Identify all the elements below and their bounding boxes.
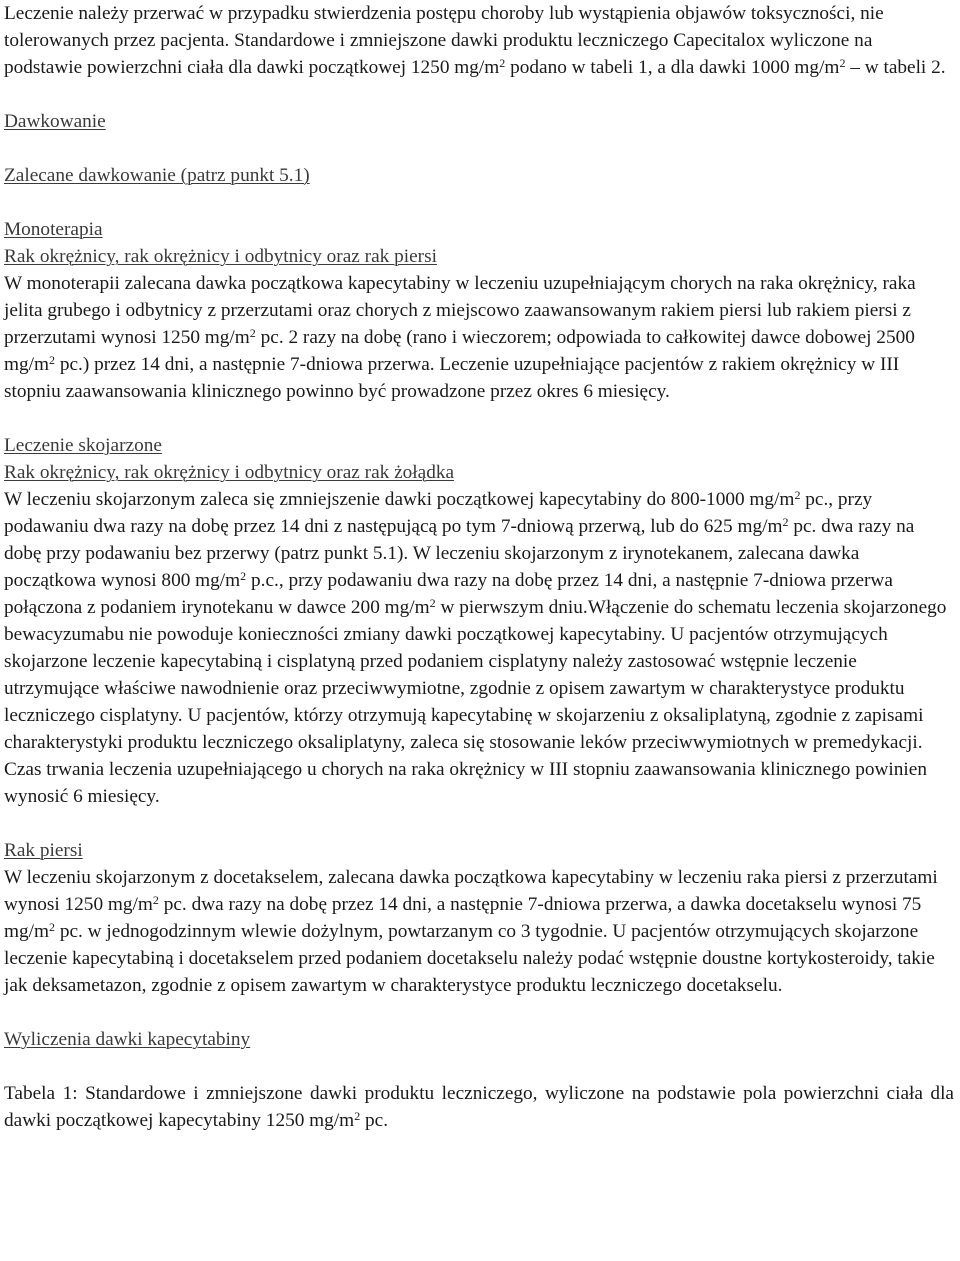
skojarzone-text-1: W leczeniu skojarzonym zaleca się zmniejszenie dawki początkowej kapecytabiny do 800-1000 mg/m: [4, 489, 795, 510]
skojarzone-paragraph: [4, 486, 954, 810]
monoterapia-paragraph: [4, 270, 954, 405]
monoterapia-superscript-2: 2: [49, 353, 55, 367]
tabela-caption-text-2: pc.: [360, 1110, 389, 1131]
intro-paragraph: [4, 0, 954, 81]
intro-superscript-1: 2: [499, 56, 506, 70]
monoterapia-heading: Monoterapia: [4, 219, 103, 240]
skojarzone-superscript-1: 2: [794, 488, 801, 502]
spacer: [4, 81, 954, 108]
intro-text-3: – w tabeli 2.: [845, 57, 946, 78]
rak-piersi-text-3: pc. w jednogodzinnym wlewie dożylnym, powtarzanym co 3 tygodnie. U pacjentów otrzymujących skojarzone leczenie kapecytabiną i docetakselem przed podaniem docetakselu należy podać wstępnie doustne kortykosteroidy, takie jak deksametazon, zgodnie z opisem zawartym w charakterystyce produktu leczniczego docetakselu.: [4, 921, 935, 996]
spacer: [4, 999, 954, 1026]
skojarzone-superscript-2: 2: [782, 515, 789, 529]
skojarzone-superscript-3: 2: [240, 569, 247, 583]
skojarzone-subheading: Rak okrężnicy, rak okrężnicy i odbytnicy oraz rak żołądka: [4, 462, 455, 483]
tabela-caption-text-1: Tabela 1: Standardowe i zmniejszone dawki produktu leczniczego, wyliczone na podstawie pola powierzchni ciała dla dawki początkowej kapecytabiny 1250 mg/m: [4, 1083, 954, 1131]
rak-piersi-text-2: pc. dwa razy na dobę przez 14 dni, a następnie 7-dniowa przerwa, a dawka docetakselu wynosi 75 mg/m: [4, 894, 922, 942]
skojarzone-heading: Leczenie skojarzone: [4, 435, 162, 456]
skojarzone-text-4: p.c., przy podawaniu dwa razy na dobę przez 14 dni, a następnie 7-dniowa przerwa połączona z podaniem irynotekanu w dawce 200 mg/m: [4, 570, 893, 618]
rak-piersi-superscript-1: 2: [152, 893, 159, 907]
dawkowanie-heading: Dawkowanie: [4, 111, 106, 132]
intro-text-2: podano w tabeli 1, a dla dawki 1000 mg/m: [505, 57, 840, 78]
spacer: [4, 1053, 954, 1080]
skojarzone-text-2: pc., przy podawaniu dwa razy na dobę przez 14 dni z następującą po tym 7-dniową przerwą, lub do 625 mg/m: [4, 489, 873, 537]
monoterapia-text-2: pc. 2 razy na dobę (rano i wieczorem; odpowiada to całkowitej dawce dobowej 2500 mg/m: [4, 327, 915, 375]
tabela-caption: [4, 1080, 954, 1134]
skojarzone-text-3: pc. dwa razy na dobę przy podawaniu bez przerwy (patrz punkt 5.1). W leczeniu skojarzonym z irynotekanem, zalecana dawka początkowa wynosi 800 mg/m: [4, 516, 915, 591]
tabela-caption-superscript: 2: [354, 1109, 361, 1123]
rak-piersi-heading: Rak piersi: [4, 840, 83, 861]
zalecane-dawkowanie-heading: Zalecane dawkowanie (patrz punkt 5.1): [4, 165, 310, 186]
wyliczenia-heading: Wyliczenia dawki kapecytabiny: [4, 1029, 251, 1050]
spacer: [4, 810, 954, 837]
monoterapia-text-3: pc.) przez 14 dni, a następnie 7-dniowa przerwa. Leczenie uzupełniające pacjentów z rakiem okrężnicy w III stopniu zaawansowania klinicznego powinno być prowadzone przez okres 6 miesięcy.: [4, 354, 900, 402]
spacer: [4, 135, 954, 162]
monoterapia-text-1: W monoterapii zalecana dawka początkowa kapecytabiny w leczeniu uzupełniającym chorych na raka okrężnicy, raka jelita grubego i odbytnicy z przerzutami oraz chorych z miejscowo zaawansowanym rakiem piersi lub rakiem piersi z przerzutami wynosi 1250 mg/m: [4, 273, 916, 348]
monoterapia-subheading: Rak okrężnicy, rak okrężnicy i odbytnicy oraz rak piersi: [4, 246, 437, 267]
intro-superscript-2: 2: [839, 56, 846, 70]
skojarzone-superscript-4: 2: [429, 596, 436, 610]
rak-piersi-superscript-2: 2: [49, 920, 55, 934]
spacer: [4, 189, 954, 216]
intro-text-1: Leczenie należy przerwać w przypadku stwierdzenia postępu choroby lub wystąpienia objawów toksyczności, nie tolerowanych przez pacjenta. Standardowe i zmniejszone dawki produktu leczniczego Capecitalox wyliczone na podstawie powierzchni ciała dla dawki początkowej 1250 mg/m: [4, 3, 884, 78]
rak-piersi-paragraph: [4, 864, 954, 999]
rak-piersi-text-1: W leczeniu skojarzonym z docetakselem, zalecana dawka początkowa kapecytabiny w leczeniu raka piersi z przerzutami wynosi 1250 mg/m: [4, 867, 938, 915]
spacer: [4, 405, 954, 432]
monoterapia-superscript-1: 2: [249, 326, 256, 340]
skojarzone-text-5: w pierwszym dniu.Włączenie do schematu leczenia skojarzonego bewacyzumabu nie powoduje konieczności zmiany dawki początkowej kapecytabiny. U pacjentów otrzymujących skojarzone leczenie kapecytabiną i cisplatyną przed podaniem cisplatyny należy zastosować wstępnie leczenie utrzymujące właściwe nawodnienie oraz przeciwwymiotne, zgodnie z opisem zawartym w charakterystyce produktu leczniczego cisplatyny. U pacjentów, którzy otrzymują kapecytabinę w skojarzeniu z oksaliplatyną, zgodnie z zapisami charakterystyki produktu leczniczego oksaliplatyny, zaleca się stosowanie leków przeciwwymiotnych w premedykacji. Czas trwania leczenia uzupełniającego u chorych na raka okrężnicy w III stopniu zaawansowania klinicznego powinien wynosić 6 miesięcy.: [4, 597, 947, 807]
